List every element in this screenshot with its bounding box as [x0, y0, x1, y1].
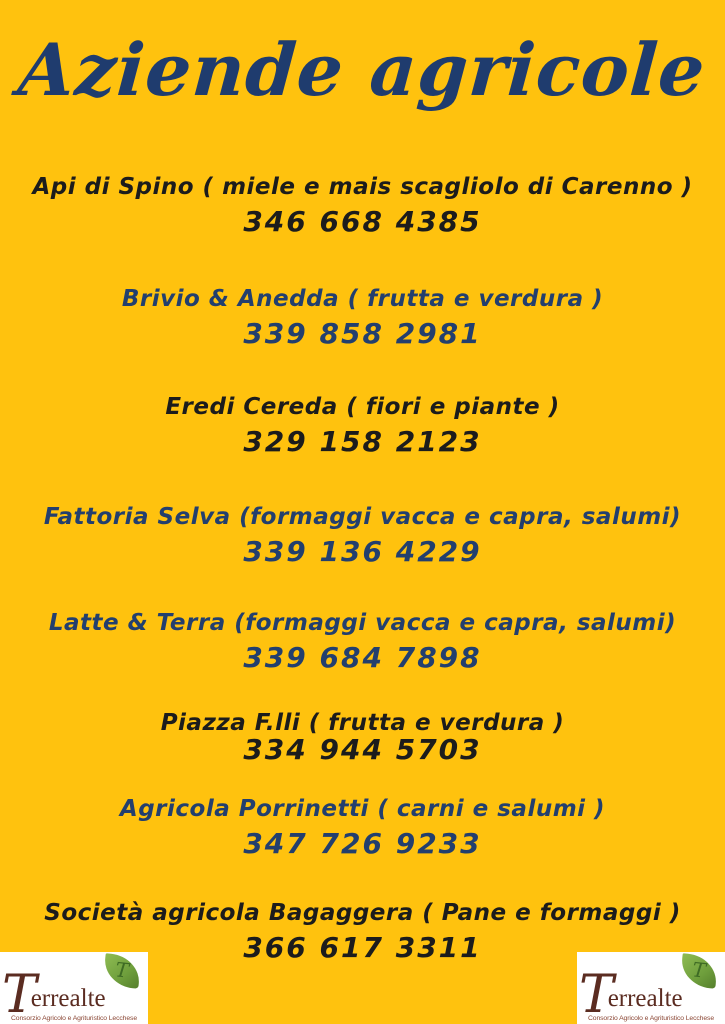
listing-item: [0, 170, 725, 240]
logo-tagline: Consorzio Agricolo e Agrituristico Lecchese: [10, 1015, 138, 1022]
listing-phone: 334 944 5703: [243, 733, 482, 766]
poster-title: Aziende agricole: [15, 27, 709, 112]
logo-rest: errealte: [607, 985, 683, 1012]
logo-initial: T: [579, 965, 614, 1024]
listings: [0, 170, 725, 966]
listing-item: [0, 390, 725, 460]
logo-rest: errealte: [30, 985, 106, 1012]
listing-phone: 347 726 9233: [243, 827, 482, 860]
listing-item: [0, 606, 725, 676]
listing-item: [0, 282, 725, 352]
listing-phone: 339 136 4229: [243, 535, 482, 568]
leaf-icon: [679, 953, 718, 989]
listing-phone: 339 684 7898: [243, 641, 482, 674]
listing-name: Brivio & Anedda ( frutta e verdura ): [121, 286, 604, 312]
listing-name: Fattoria Selva (formaggi vacca e capra, salumi): [43, 504, 682, 530]
logo-tagline: Consorzio Agricolo e Agrituristico Lecchese: [587, 1015, 715, 1022]
terrealte-logo-right: [577, 952, 725, 1024]
listing-item: [0, 500, 725, 570]
leaf-monogram: T: [114, 957, 130, 983]
listing-name: Agricola Porrinetti ( carni e salumi ): [119, 796, 606, 822]
leaf-monogram: T: [691, 957, 707, 983]
listing-phone: 339 858 2981: [243, 317, 482, 350]
listing-name: Piazza F.lli ( frutta e verdura ): [160, 710, 565, 736]
logo-initial: T: [2, 965, 37, 1024]
listing-phone: 366 617 3311: [243, 931, 482, 964]
listing-phone: 346 668 4385: [243, 205, 482, 238]
listing-item: [0, 792, 725, 862]
listing-item: [0, 706, 725, 768]
listing-name: Società agricola Bagaggera ( Pane e formaggi ): [44, 900, 681, 926]
listing-phone: 329 158 2123: [243, 425, 482, 458]
leaf-icon: [102, 953, 141, 989]
listing-name: Latte & Terra (formaggi vacca e capra, salumi): [48, 610, 677, 636]
terrealte-logo-left: [0, 952, 148, 1024]
listing-name: Eredi Cereda ( fiori e piante ): [165, 394, 560, 420]
listing-name: Api di Spino ( miele e mais scagliolo di Carenno ): [32, 174, 693, 200]
